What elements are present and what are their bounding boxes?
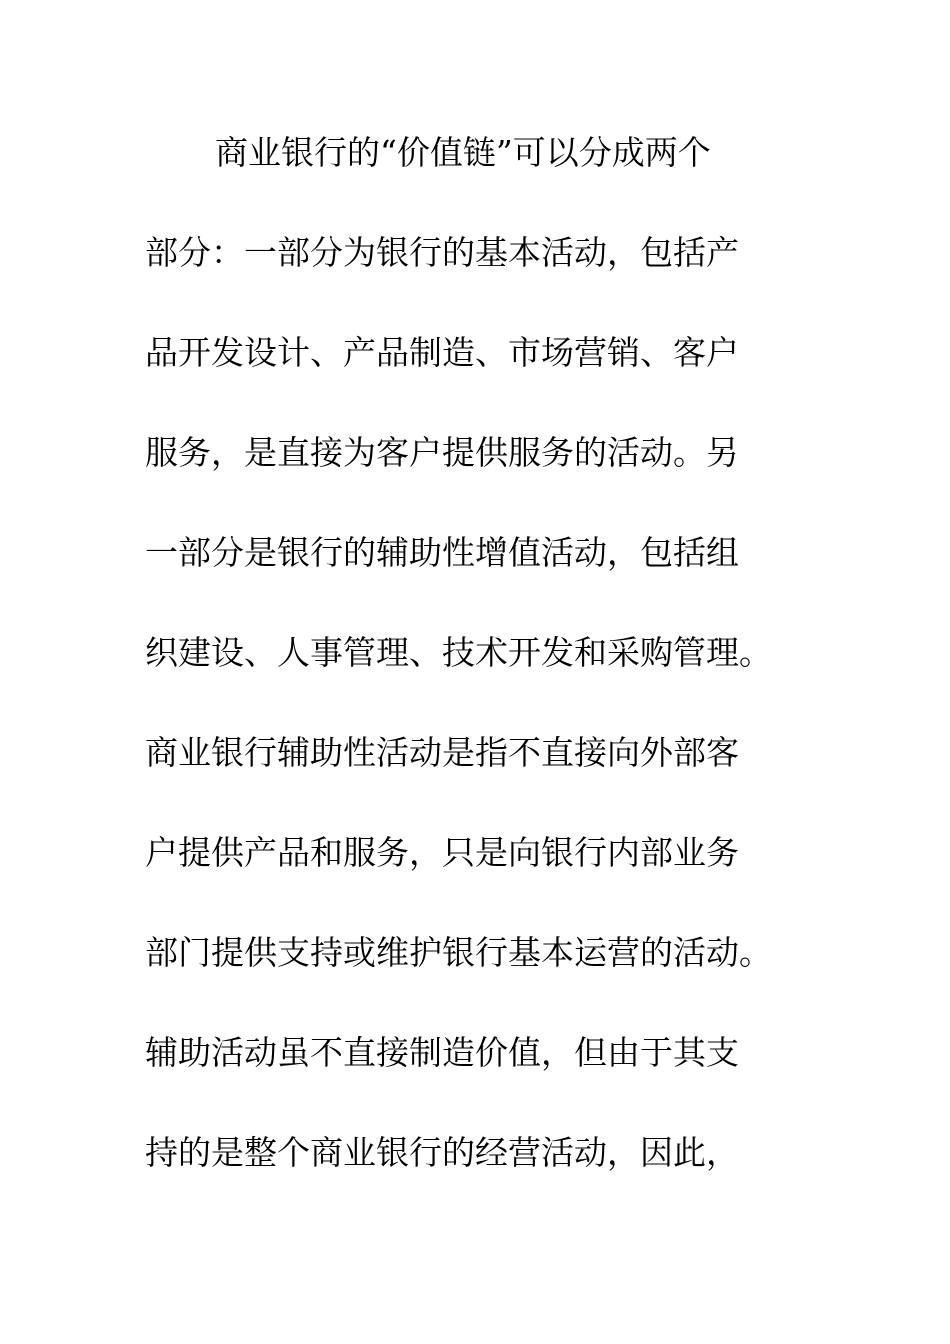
text-line: 部门提供支持或维护银行基本运营的活动。 <box>145 933 772 972</box>
text-line: 持的是整个商业银行的经营活动，因此， <box>145 1133 739 1172</box>
text-line: 织建设、人事管理、技术开发和采购管理。 <box>145 633 772 672</box>
text-line: 一部分是银行的辅助性增值活动，包括组 <box>145 533 739 572</box>
text-line: 辅助活动虽不直接制造价值，但由于其支 <box>145 1033 739 1072</box>
text-line: 商业银行辅助性活动是指不直接向外部客 <box>145 733 739 772</box>
text-line: 部分：一部分为银行的基本活动，包括产 <box>145 233 739 272</box>
text-line: 服务，是直接为客户提供服务的活动。另 <box>145 433 739 472</box>
text-line: 品开发设计、产品制造、市场营销、客户 <box>145 333 739 372</box>
body-paragraph <box>145 128 845 1228</box>
text-line: 商业银行的“价值链”可以分成两个 <box>215 133 711 172</box>
text-line: 户提供产品和服务，只是向银行内部业务 <box>145 833 739 872</box>
